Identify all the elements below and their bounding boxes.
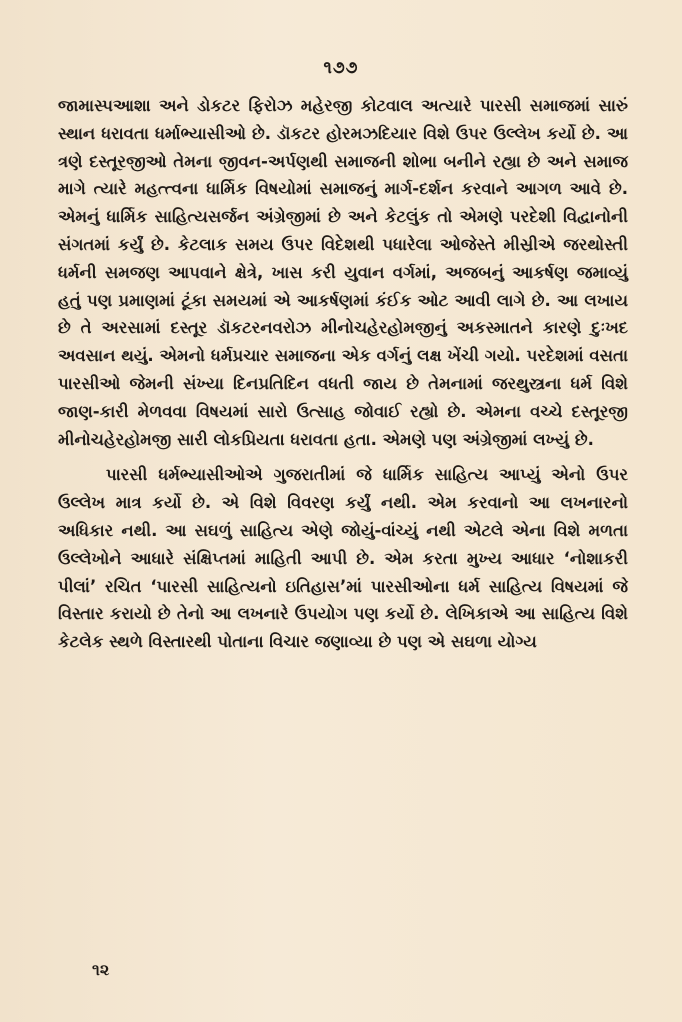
body-text bbox=[58, 92, 628, 664]
page-number: ૧૭૭ bbox=[323, 58, 359, 78]
paragraph-2: પારસી ધર્મભ્યાસીઓએ ગુજરાતીમાં જે ધાર્મિક સાહિત્ય આપ્યું એનો ઉપર ઉલ્લેખ માત્ર કર્યો છે. એ વિશે વિવરણ કર્યું નથી. એમ કરવાનો આ લખનારનો અધિકાર નથી. આ સઘળું સાહિત્ય એણે જોયું-વાંચ્યું નથી એટલે એના વિશે મળતા ઉલ્લેખોને આધારે સંક્ષિપ્તમાં માહિતી આપી છે. એમ કરતા મુખ્ય આધાર ‘નોશાકરી પીલાં’ રચિત ‘પારસી સાહિત્યનો ઇતિહાસ’માં પારસીઓના ધર્મ સાહિત્ય વિષયમાં જે વિસ્તાર કરાયો છે તેનો આ લખનારે ઉપયોગ પણ કર્યો છે. લેખિકાએ આ સાહિત્ય વિશે કેટલેક સ્થળે વિસ્તારથી પોતાના વિચાર જણાવ્યા છે પણ એ સઘળા યોગ્ય bbox=[58, 465, 628, 652]
folio-marker: ૧૨ bbox=[92, 960, 110, 979]
paragraph-1: જામાસ્પઆશા અને ડોકટર ફિરોઝ મહેરજી કોટવાલ અત્યારે પારસી સમાજમાં સારું સ્થાન ધરાવતા ધર્માભ્યાસીઓ છે. ડૉકટર હોરમઝદિયાર વિશે ઉપર ઉલ્લેખ કર્યો છે. આ ત્રણે દસ્તૂરજીઓ તેમના જીવન-અર્પણથી સમાજની શોભા બનીને રહ્યા છે અને સમાજ માગે ત્યારે મહત્ત્વના ધાર્મિક વિષયોમાં સમાજનું માર્ગ-દર્શન કરવાને આગળ આવે છે. એમનું ધાર્મિક સાહિત્યસર્જન અંગ્રેજીમાં છે અને કેટલુંક તો એમણે પરદેશી વિદ્વાનોની સંગતમાં કર્યું છે. કેટલાક સમય ઉપર વિદેશથી પધારેલા ઓજેસ્તે મીસ્રીએ જરથોસ્તી ધર્મની સમજણ આપવાને ક્ષેત્રે, ખાસ કરી યુવાન વર્ગમાં, અજબનું આકર્ષણ જમાવ્યું હતું પણ પ્રમાણમાં ટૂંકા સમયમાં એ આકર્ષણમાં કંઈક ઓટ આવી લાગે છે. આ લખાય છે તે અરસામાં દસ્તૂર ડૉકટરનવરોઝ મીનોચહેરહોમજીનું અકસ્માતને કારણે દુઃખદ અવસાન થયું. એમનો ધર્મપ્રચાર સમાજના એક વર્ગનું લક્ષ ખેંચી ગયો. પરદેશમાં વસતા પારસીઓ જેમની સંખ્યા દિનપ્રતિદિન વધતી જાય છે તેમનામાં જરથુસ્ત્રના ધર્મ વિશે જાણ-કારી મેળવવા વિષયમાં સારો ઉત્સાહ જોવાઈ રહ્યો છે. એમના વચ્ચે દસ્તૂરજી મીનોચહેરહોમજી સારી લોકપ્રિયતા ધરાવતા હતા. એમણે પણ અંગ્રેજીમાં લખ્યું છે. bbox=[58, 96, 628, 449]
